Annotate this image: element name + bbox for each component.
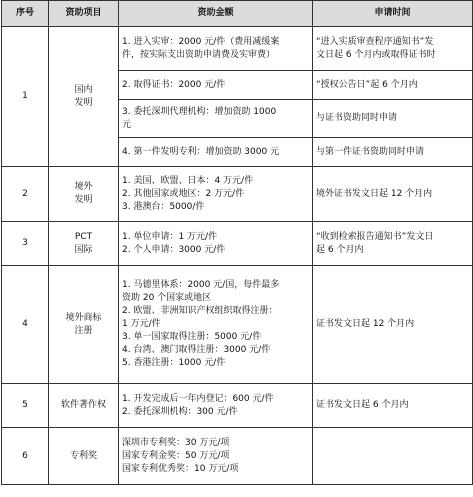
amount-line: 2. 个人申请：3000 元/件 (122, 244, 226, 255)
time-line: “授权公告日”起 6 个月内 (316, 79, 418, 90)
amount-line: 深圳市专利奖：30 万元/项 (122, 437, 230, 448)
amount-line: 2. 委托深圳机构：300 元/件 (122, 406, 238, 417)
row-item (49, 384, 119, 428)
row-time (313, 138, 473, 167)
row-item-line: 国内 (74, 84, 93, 95)
time-line: 文日起 6 个月内或取得证书时 (316, 49, 436, 60)
header-amount: 资助金额 (119, 1, 313, 27)
time-line: 起 6 个月内 (316, 244, 364, 255)
row-amount (119, 222, 313, 266)
amount-line: 3. 单一国家取得注册：5000 元/件 (122, 332, 262, 342)
row-number: 1 (2, 27, 49, 167)
row-item-line: 境外 (74, 182, 93, 192)
amount-line: 1 万元/件 (122, 319, 161, 329)
table-row (2, 266, 473, 384)
row-amount (119, 167, 313, 222)
row-item-line: 境外商标 (65, 312, 102, 323)
header-item: 资助项目 (49, 1, 119, 27)
header-time: 申请时间 (313, 1, 473, 27)
amount-line: 件，按实际支出资助申请费及实审费） (122, 49, 276, 60)
amount-line: 资助 20 个国家或地区 (122, 293, 212, 303)
amount-line: 国家专利金奖：50 万元/项 (122, 450, 230, 461)
row-item (49, 167, 119, 222)
row-time (313, 384, 473, 428)
row-item (49, 222, 119, 266)
table-row (2, 167, 473, 222)
row-item (49, 428, 119, 485)
amount-line: 国家专利优秀奖：10 万元/项 (122, 463, 239, 474)
row-item-line: PCT (74, 231, 93, 242)
time-line: “收到检索报告通知书”发文日 (316, 231, 434, 242)
time-line: 与证书资助同时申请 (316, 113, 398, 123)
row-time (313, 100, 473, 138)
row-number: 6 (2, 428, 49, 485)
row-amount (119, 384, 313, 428)
row-time (313, 71, 473, 100)
time-line: 证书发文日起 6 个月内 (316, 400, 409, 410)
row-time (313, 167, 473, 222)
row-amount (119, 27, 313, 71)
amount-line: 元 (122, 119, 132, 130)
row-number: 5 (2, 384, 49, 428)
row-item-line: 发明 (74, 195, 93, 205)
row-amount (119, 71, 313, 100)
funding-table (1, 0, 473, 485)
row-item-line: 发明 (74, 97, 93, 108)
amount-line: 4. 第一件发明专利：增加资助 3000 元 (122, 146, 280, 157)
table-row (2, 222, 473, 266)
time-line: 证书发文日起 12 个月内 (316, 319, 415, 329)
row-item-line: 软件著作权 (60, 400, 106, 410)
amount-line: 2. 欧盟、非洲知识产权组织取得注册： (122, 306, 278, 316)
row-number: 2 (2, 167, 49, 222)
header-no: 序号 (2, 1, 49, 27)
row-time (313, 27, 473, 71)
time-line: 境外证书发文日起 12 个月内 (316, 188, 433, 199)
amount-line: 4. 台湾、澳门取得注册：3000 元/件 (122, 345, 271, 355)
row-amount (119, 428, 313, 485)
row-item (49, 266, 119, 384)
row-number: 4 (2, 266, 49, 384)
table-row (2, 428, 473, 485)
table-row (2, 384, 473, 428)
amount-line: 5. 香港注册：1000 元/件 (122, 358, 226, 368)
table-row (2, 27, 473, 71)
row-item (49, 27, 119, 167)
row-time (313, 266, 473, 384)
amount-line: 3. 委托深圳代理机构：增加资助 1000 (122, 106, 277, 117)
row-time (313, 428, 473, 485)
amount-line: 1. 美国、欧盟、日本：4 万元/件 (122, 175, 254, 186)
amount-line: 1. 进入实审：2000 元/件（费用减缓案 (122, 36, 280, 47)
header-row (2, 1, 473, 27)
row-amount (119, 138, 313, 167)
row-amount (119, 100, 313, 138)
amount-line: 1. 单位申请：1 万元/件 (122, 231, 218, 242)
row-amount (119, 266, 313, 384)
time-line: 与第一件证书资助同时申请 (316, 146, 425, 157)
time-line: “进入实质审查程序通知书”发 (316, 36, 434, 47)
row-item-line: 专利奖 (69, 450, 97, 461)
row-number: 3 (2, 222, 49, 266)
amount-line: 3. 港澳台：5000/件 (122, 201, 205, 212)
amount-line: 2. 其他国家或地区：2 万元/件 (122, 188, 245, 199)
amount-line: 2. 取得证书：2000 元/件 (122, 79, 226, 90)
row-item-line: 国际 (74, 244, 93, 255)
row-item-line: 注册 (74, 325, 93, 336)
amount-line: 1. 马德里体系：2000 元/国，每件最多 (122, 280, 280, 290)
amount-line: 1. 开发完成后一年内登记：600 元/件 (122, 393, 274, 404)
row-time (313, 222, 473, 266)
